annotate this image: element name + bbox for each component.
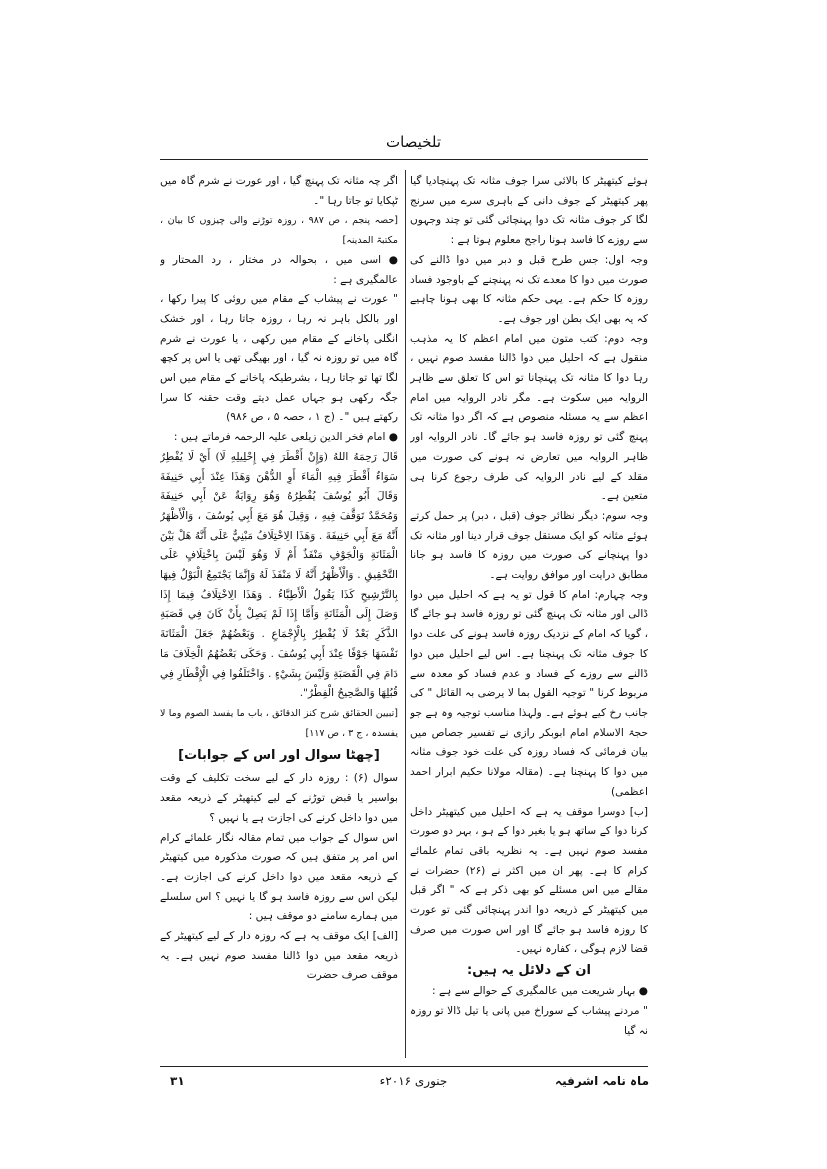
paragraph: ● امام فخر الدین زیلعی علیہ الرحمہ فرماتے ہیں : bbox=[173, 431, 398, 444]
section-heading: [چھٹا سوال اور اس کے جوابات] bbox=[178, 748, 380, 764]
left-column bbox=[160, 172, 398, 1062]
paragraph: وجہ دوم: کتب متون میں امام اعظم کا یہ مذہب منقول ہے کہ احلیل میں دوا ڈالنا مفسد صوم نہیں ، رہا دوا کا مثانہ تک پہنچانا تو اس کا تعلق سے ظاہر الروایہ میں سکوت ہے۔ مگر نادر الروایہ میں امام اعظم سے یہ مسئلہ منصوص ہے کہ اگر دوا مثانہ تک پہنچ گئی تو روزہ فاسد ہو جائے گا۔ نادر الروایہ اور ظاہر الروایہ میں تعارض نہ ہونے کی صورت میں مقلد کے لیے نادر الروایہ کی طرف رجوع کرنا ہی متعین ہے۔ bbox=[410, 332, 648, 503]
paragraph: ہوئے کیتھیٹر کا بالائی سرا جوف مثانہ تک پہنچادیا گیا پھر کیتھیٹر کے جوف دانی کے باہری سرے میں سرنج لگا کر جوف مثانہ تک دوا پہنچائی گئی تو چند وجہوں سے روزے کا فاسد ہونا راجح معلوم ہوتا ہے : bbox=[410, 175, 648, 247]
page-header-title: تلخیصات bbox=[385, 133, 442, 151]
header-rule bbox=[160, 159, 648, 160]
footer-rule bbox=[160, 1066, 648, 1067]
column-divider bbox=[405, 170, 406, 1058]
paragraph: وجہ چہارم: امام کا قول تو یہ ہے کہ احلیل میں دوا ڈالی اور مثانہ تک پہنچ گئی تو روزہ فاسد ہو جائے گا ، گویا کہ امام کے نزدیک روزہ فاسد ہونے کی علت دوا کا جوف مثانہ تک پہنچنا ہے۔ اس لیے احلیل میں دوا ڈالنے سے روزے کے فساد و عدم فساد کو معدہ سے مربوط کرنا " توجیہ القول بما لا یرضی بہ القائل " کی جانب رخ کیے ہوئے ہے۔ ولہذا مناسب توجیہ وہ ہے جو حجۃ الاسلام امام ابوبکر رازی نے تفسیر جصاص میں بیان فرمائی کہ فساد روزہ کی علت خود جوف مثانہ میں دوا کا پہنچنا ہے۔ (مقالہ مولانا حکیم ابرار احمد اعظمی) bbox=[410, 588, 648, 798]
paragraph: سوال (۶) : روزہ دار کے لیے سخت تکلیف کے وقت بواسیر یا قبض توڑنے کے لیے کیتھیٹر کے ذریعہ مقعد میں دوا داخل کرنے کی اجازت ہے یا نہیں ؟ bbox=[160, 772, 398, 824]
right-column bbox=[410, 172, 648, 1062]
paragraph: اس سوال کے جواب میں تمام مقالہ نگار علمائے کرام اس امر پر متفق ہیں کہ صورت مذکورہ میں کیتھیٹر کے ذریعہ مقعد میں دوا داخل کرنے کی اجازت ہے۔ لیکن اس سے روزہ فاسد ہو گا یا نہیں ؟ اس سلسلے میں ہمارے سامنے دو موقف ہیں : bbox=[160, 831, 398, 923]
paragraph: ● بہار شریعت میں عالمگیری کے حوالے سے ہے : bbox=[432, 985, 648, 998]
footer-page-number: ۳۱ bbox=[170, 1074, 185, 1088]
subheading: ان کے دلائل یہ ہیں: bbox=[467, 963, 591, 979]
paragraph: وجہ سوم: دیگر نظائر جوف (قبل ، دبر) پر حمل کرتے ہوئے مثانہ کو ایک مستقل جوف قرار دینا اور مثانہ تک دوا پہنچانے کی صورت میں روزہ کا فاسد ہو جانا مطابق درایت اور موافق روایت ہے۔ bbox=[410, 509, 648, 582]
paragraph: [الف] ایک موقف یہ ہے کہ روزہ دار کے لیے کیتھیٹر کے ذریعہ مقعد میں دوا ڈالنا مفسد صوم نہیں ہے۔ یہ موقف صرف حضرت bbox=[160, 930, 398, 982]
footer-magazine-name: ماہ نامہ اشرفیہ bbox=[555, 1074, 649, 1088]
reference: [حصہ پنجم ، ص ۹۸۷ ، روزہ توڑنے والی چیزوں کا بیان ، مکتبۃ المدینہ] bbox=[160, 215, 398, 247]
arabic-quote: قَالَ رَحِمَهُ اللهُ (وَإِنْ أَقْطَرَ فِي إِحْلِيلِهِ لَا) أَيْ لَا يُفْطِرُ سَوَاءٌ أَقْطَرَ فِيهِ الْمَاءَ أَوِ الدُّهْنَ وَهَذَا عِنْدَ أَبِي حَنِيفَةَ وَقَالَ أَبُو يُوسُفَ يُفْطِرُهُ وَهُوَ رِوَايَةٌ عَنْ أَبِي حَنِيفَةَ وَمُحَمَّدٌ تَوَقَّفَ فِيهِ ، وَقِيلَ هُوَ مَعَ أَبِي يُوسُفَ ، وَالْأَظْهَرُ أَنَّهُ مَعَ أَبِي حَنِيفَةَ . وَهَذَا الِاخْتِلَافُ مَبْنِيٌّ عَلَى أَنَّهُ هَلْ بَيْنَ الْمَثَانَةِ وَالْجَوْفِ مَنْفَذٌ أَمْ لَا وَهُوَ لَيْسَ بِاخْتِلَافٍ عَلَى التَّحْقِيقِ . وَالْأَظْهَرُ أَنَّهُ لَا مَنْفَذَ لَهُ وَإِنَّمَا يَجْتَمِعُ الْبَوْلُ فِيهَا بِالتَّرْشِيحِ كَذَا يَقُولُ الْأَطِبَّاءُ . وَهَذَا الِاخْتِلَافُ فِيمَا إِذَا وَصَلَ إِلَى الْمَثَانَةِ وَأَمَّا إِذَا لَمْ يَصِلْ بِأَنْ كَانَ فِي قَصَبَةِ الذَّكَرِ بَعْدُ لَا يُفْطِرُ بِالْإِجْمَاعِ . وَبَعْضُهُمْ جَعَلَ الْمَثَانَةَ نَفْسَهَا جَوْفًا عِنْدَ أَبِي يُوسُفَ . وَحَكَى بَعْضُهُمُ الْخِلَافَ مَا دَامَ فِي الْقَصَبَةِ وَلَيْسَ بِشَيْءٍ . وَاخْتَلَفُوا فِي الْإِقْطَارِ فِي قُبُلِهَا وَالصَّحِيحُ الْفِطْرُ". bbox=[160, 450, 398, 700]
footer-date: جنوری ۲۰۱۶ء bbox=[379, 1074, 448, 1088]
paragraph: اگر چہ مثانہ تک پہنچ گیا ، اور عورت نے شرم گاہ میں ٹپکایا تو جاتا رہا "۔ bbox=[160, 175, 398, 207]
paragraph: " مردنے پیشاب کے سوراخ میں پانی یا تیل ڈالا تو روزہ نہ گیا bbox=[410, 1004, 648, 1037]
paragraph: " عورت نے پیشاب کے مقام میں روئی کا پیرا رکھا ، اور بالکل باہر نہ رہا ، روزہ جاتا رہا ، اور خشک انگلی پاخانے کے مقام میں رکھی ، یا عورت نے شرم گاہ میں تو روزہ نہ گیا ، اور بھیگی تھی یا اس پر کچھ لگا تھا تو جاتا رہا ، بشرطیکہ پاخانے کے مقام میں اس جگہ رکھی ہو جہاں عمل دیتے وقت حقنہ کا سرا رکھتے ہیں "۔ (ج ۱ ، حصہ ۵ ، ص ۹۸۶) bbox=[160, 293, 398, 424]
paragraph: وجہ اول: جس طرح قبل و دبر میں دوا ڈالنے کی صورت میں دوا کا معدے تک نہ پہنچنے کے باوجود فساد روزہ کا حکم ہے۔ یہی حکم مثانہ کا بھی ہونا چاہیے کہ یہ بھی ایک بطن اور جوف ہے۔ bbox=[410, 253, 648, 325]
paragraph: ● اسی میں ، بحوالہ در مختار ، رد المحتار و عالمگیری ہے : bbox=[160, 253, 398, 286]
paragraph: [ب] دوسرا موقف یہ ہے کہ احلیل میں کیتھیٹر داخل کرنا دوا کے ساتھ ہو یا بغیر دوا کے ہو ، بہر دو صورت مفسد صوم نہیں ہے۔ یہ نظریہ باقی تمام علمائے کرام کا ہے۔ پھر ان میں اکثر نے (۲۶) حضرات نے مقالے میں اس مسئلے کو بھی ذکر ہے کہ " اگر قبل میں کیتھیٹر کے ذریعہ دوا اندر پہنچائی گئی تو عورت کا روزہ فاسد ہو جائے گا اور اس صورت میں صرف قضا لازم ہوگی ، کفارہ نہیں۔ bbox=[410, 805, 648, 956]
citation: [تبیین الحقائق شرح کنز الدقائق ، باب ما یفسد الصوم وما لا یفسدہ ، ج ۳ ، ص ۱۱۷] bbox=[160, 707, 398, 739]
